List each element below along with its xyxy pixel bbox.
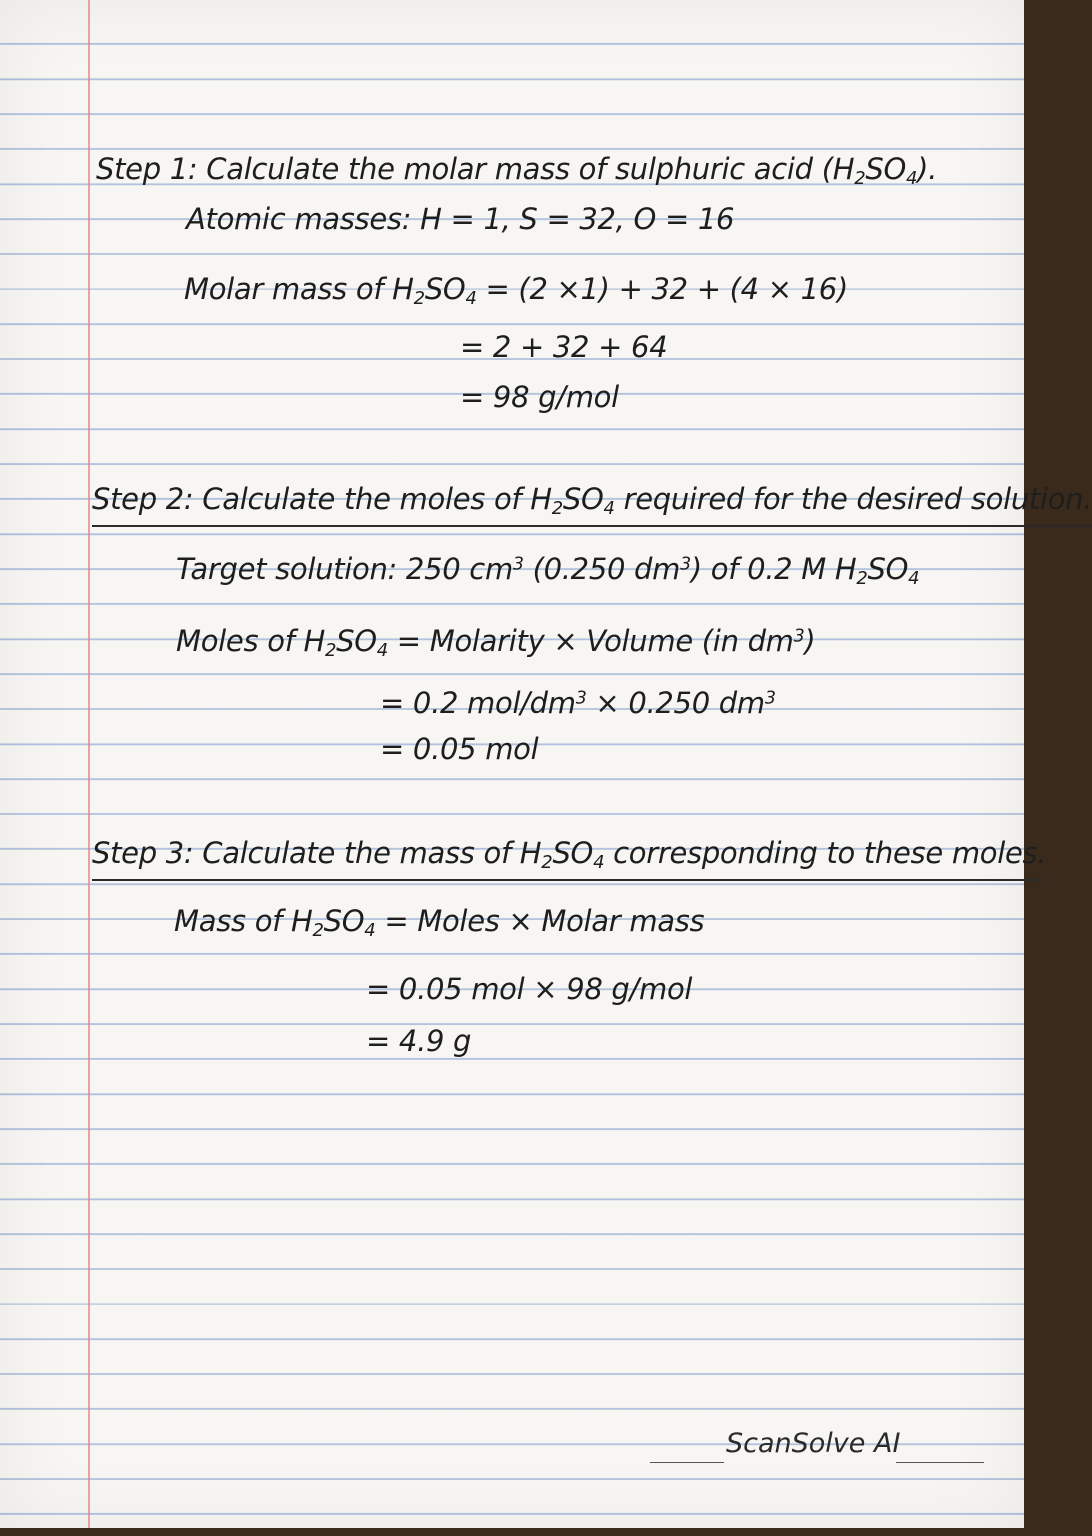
step3-heading: Step 3: Calculate the mass of $H_2SO_4$ corresponding to these moles. <box>92 836 1046 881</box>
step2-target-solution: Target solution: 250 $cm^3$ (0.250 $dm^3$) of 0.2 M $H_2SO_4$ <box>176 552 920 590</box>
step1-atomic-masses: Atomic masses: H = 1, S = 32, O = 16 <box>186 202 735 236</box>
step2-result-line: = 0.05 mol <box>380 732 539 766</box>
signature-rule-right <box>896 1462 984 1463</box>
signature: ScanSolve AI <box>726 1428 901 1459</box>
step1-heading: Step 1: Calculate the molar mass of sulphuric acid $(H_2SO_4)$. <box>96 152 938 190</box>
step3-calc-line: = 0.05 mol × 98 g/mol <box>366 972 693 1006</box>
step1-sum-line: = 2 + 32 + 64 <box>460 330 668 364</box>
step1-result-line: = 98 g/mol <box>460 380 619 414</box>
step3-mass-expression: Mass of $H_2SO_4$ = Moles × Molar mass <box>174 904 705 942</box>
step3-result-line: = 4.9 g <box>366 1024 472 1058</box>
step2-moles-expression: Moles of $H_2SO_4$ = Molarity × Volume (in $dm^3$) <box>176 624 816 662</box>
step1-molar-mass-expression: Molar mass of $H_2SO_4 = (2 \times 1) + 32 + (4 \times 16)$ <box>184 272 848 310</box>
signature-rule-left <box>650 1462 724 1463</box>
step2-heading: Step 2: Calculate the moles of $H_2SO_4$ required for the desired solution. <box>92 482 1092 527</box>
margin-line <box>88 0 90 1528</box>
step2-calc-line: = 0.2 mol/$dm^3 \times 0.250$ $dm^3$ <box>380 686 776 720</box>
